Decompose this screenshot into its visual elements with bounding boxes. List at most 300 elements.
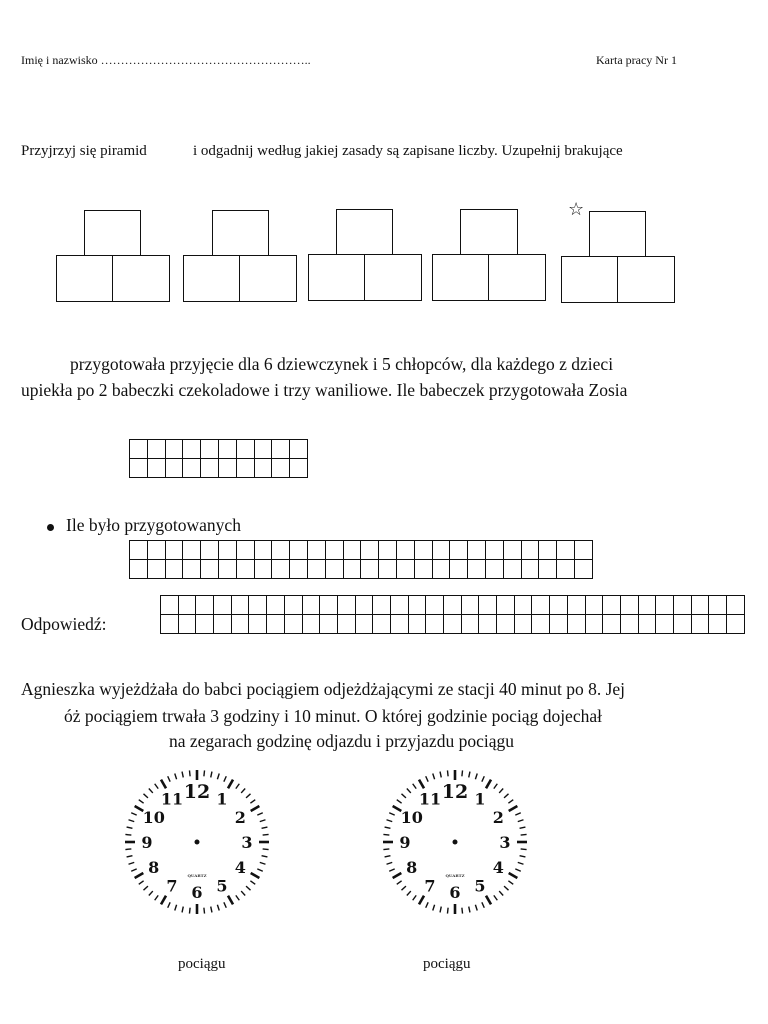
clock-minute-tick [407, 891, 411, 895]
clock-minute-tick [475, 905, 477, 911]
clock-minute-tick [440, 772, 441, 778]
clock-number: 4 [492, 858, 504, 877]
grid-cell[interactable] [130, 459, 148, 478]
grid-cell[interactable] [337, 615, 355, 634]
star-icon: ☆ [568, 199, 585, 220]
calc-grid-medium[interactable] [129, 540, 593, 579]
grid-cell[interactable] [503, 560, 521, 579]
grid-cell[interactable] [603, 615, 621, 634]
grid-cell[interactable] [320, 596, 338, 615]
grid-cell[interactable] [196, 596, 214, 615]
grid-cell[interactable] [165, 541, 183, 560]
clock-minute-tick [504, 886, 508, 890]
clock-minute-tick [155, 784, 159, 789]
clock-number: 7 [166, 876, 178, 896]
clock-minute-tick [155, 895, 159, 900]
clock-minute-tick [401, 886, 405, 890]
grid-cell[interactable] [673, 615, 691, 634]
grid-cell[interactable] [461, 596, 479, 615]
grid-cell[interactable] [503, 541, 521, 560]
clock-minute-tick [426, 776, 428, 781]
clock-minute-tick [263, 834, 269, 835]
clock-minute-tick [389, 869, 394, 871]
grid-cell[interactable] [254, 560, 272, 579]
clock-minute-tick [520, 827, 526, 828]
worksheet-number: Karta pracy Nr 1 [596, 53, 677, 67]
grid-cell[interactable] [567, 615, 585, 634]
grid-cell[interactable] [585, 596, 603, 615]
clock-minute-tick [246, 794, 250, 798]
calc-grid-small[interactable] [129, 439, 308, 478]
grid-cell[interactable] [574, 541, 592, 560]
grid-cell[interactable] [414, 560, 432, 579]
grid-cell[interactable] [272, 459, 290, 478]
clock-number: 8 [406, 858, 418, 877]
grid-cell[interactable] [290, 560, 308, 579]
clock-number: 9 [399, 833, 411, 852]
clock-number: 12 [441, 781, 469, 803]
clock-minute-tick [520, 856, 526, 857]
grid-cell[interactable] [284, 596, 302, 615]
grid-cell[interactable] [130, 440, 148, 459]
grid-cell[interactable] [373, 596, 391, 615]
grid-cell[interactable] [178, 596, 196, 615]
grid-cell[interactable] [432, 560, 450, 579]
grid-cell[interactable] [585, 615, 603, 634]
pyramid-2-top-cell[interactable] [212, 210, 269, 257]
clock-center-dot [453, 840, 458, 845]
task3-line2: óż pociągiem trwała 3 godziny i 10 minut. O której godzinie pociąg dojechał [64, 706, 602, 726]
clock-minute-tick [504, 794, 508, 798]
clock-minute-tick [499, 891, 503, 895]
clock-minute-tick [257, 813, 262, 815]
clock-minute-tick [211, 772, 212, 778]
clock-minute-tick [499, 788, 503, 792]
clock-number: 6 [191, 883, 203, 902]
clock-minute-tick [389, 813, 394, 815]
clock-number: 3 [241, 833, 253, 852]
clock-face-departure[interactable] [122, 766, 272, 918]
grid-cell[interactable] [408, 615, 426, 634]
grid-cell[interactable] [183, 541, 201, 560]
grid-cell[interactable] [567, 596, 585, 615]
clock-minute-tick [224, 902, 226, 907]
grid-cell[interactable] [147, 440, 165, 459]
grid-cell[interactable] [201, 541, 219, 560]
grid-cell[interactable] [343, 541, 361, 560]
grid-cell[interactable] [272, 541, 290, 560]
clock-minute-tick [413, 784, 417, 789]
grid-cell[interactable] [603, 596, 621, 615]
clock-hour-tick [393, 873, 402, 878]
clock-minute-tick [125, 849, 131, 850]
grid-cell[interactable] [514, 615, 532, 634]
clock-minute-tick [260, 820, 266, 822]
grid-cell[interactable] [218, 560, 236, 579]
grid-cell[interactable] [468, 560, 486, 579]
clock-minute-tick [521, 849, 527, 850]
grid-cell[interactable] [130, 560, 148, 579]
clock-minute-tick [204, 770, 205, 776]
grid-cell[interactable] [408, 596, 426, 615]
grid-cell[interactable] [479, 615, 497, 634]
grid-cell[interactable] [302, 596, 320, 615]
grid-cell[interactable] [337, 596, 355, 615]
grid-cell[interactable] [638, 615, 656, 634]
clock-hour-tick [251, 873, 260, 878]
grid-cell[interactable] [267, 596, 285, 615]
grid-cell[interactable] [236, 440, 254, 459]
grid-cell[interactable] [709, 615, 727, 634]
clock-minute-tick [168, 902, 170, 907]
clock-minute-tick [139, 881, 144, 885]
clock-minute-tick [139, 800, 144, 804]
answer-grid[interactable] [160, 595, 745, 634]
clock-minute-tick [250, 881, 255, 885]
clock-minute-tick [508, 800, 513, 804]
grid-cell[interactable] [214, 615, 232, 634]
grid-cell[interactable] [147, 459, 165, 478]
clock-number: 5 [474, 876, 486, 896]
clock-minute-tick [127, 827, 133, 828]
clock-number: 2 [234, 808, 246, 827]
clock-number: 5 [216, 876, 228, 896]
pyramid-4-top-cell[interactable] [460, 209, 518, 256]
bullet-dot [47, 524, 54, 531]
clock-minute-tick [168, 776, 170, 781]
grid-cell[interactable] [673, 596, 691, 615]
grid-cell[interactable] [201, 560, 219, 579]
clock-minute-tick [413, 895, 417, 900]
clock-number: 2 [492, 808, 504, 827]
grid-cell[interactable] [201, 440, 219, 459]
clock-number: 9 [141, 833, 153, 852]
clock-minute-tick [397, 800, 402, 804]
grid-cell[interactable] [165, 459, 183, 478]
clock-minute-tick [462, 908, 463, 914]
grid-cell[interactable] [461, 615, 479, 634]
clock-minute-tick [447, 908, 448, 914]
grid-cell[interactable] [290, 459, 308, 478]
grid-cell[interactable] [390, 596, 408, 615]
clock-minute-tick [149, 891, 153, 895]
grid-cell[interactable] [514, 596, 532, 615]
clock-minute-tick [262, 827, 268, 828]
grid-cell[interactable] [532, 615, 550, 634]
clock-minute-tick [433, 905, 435, 911]
clock-number: 12 [183, 781, 211, 803]
clock-center-dot [195, 840, 200, 845]
clock-number: 11 [418, 789, 442, 809]
clock-minute-tick [204, 908, 205, 914]
clock-left-caption: pociągu [178, 956, 226, 972]
grid-cell[interactable] [178, 615, 196, 634]
grid-cell[interactable] [709, 596, 727, 615]
clock-minute-tick [494, 784, 498, 789]
grid-cell[interactable] [290, 440, 308, 459]
grid-cell[interactable] [165, 560, 183, 579]
grid-cell[interactable] [236, 541, 254, 560]
grid-cell[interactable] [196, 615, 214, 634]
grid-cell[interactable] [532, 596, 550, 615]
clock-hour-tick [161, 896, 166, 905]
clock-minute-tick [515, 869, 520, 871]
grid-cell[interactable] [521, 560, 539, 579]
grid-cell[interactable] [620, 615, 638, 634]
grid-cell[interactable] [161, 596, 179, 615]
clock-minute-tick [383, 834, 389, 835]
grid-cell[interactable] [236, 560, 254, 579]
grid-cell[interactable] [497, 615, 515, 634]
clock-minute-tick [182, 772, 183, 778]
grid-cell[interactable] [284, 615, 302, 634]
clock-minute-tick [211, 907, 212, 913]
clock-minute-tick [397, 881, 402, 885]
grid-cell[interactable] [379, 560, 397, 579]
clock-number: 10 [400, 808, 423, 827]
grid-cell[interactable] [426, 596, 444, 615]
grid-cell[interactable] [450, 541, 468, 560]
grid-cell[interactable] [557, 560, 575, 579]
clock-minute-tick [433, 774, 435, 780]
grid-cell[interactable] [214, 596, 232, 615]
clock-number: 7 [424, 876, 436, 896]
task2-line2: upiekła po 2 babeczki czekoladowe i trzy waniliowe. Ile babeczek przygotowała Zosia [21, 380, 628, 400]
clock-minute-tick [224, 776, 226, 781]
clock-minute-tick [407, 788, 411, 792]
grid-cell[interactable] [620, 596, 638, 615]
clock-minute-tick [494, 895, 498, 900]
clock-minute-tick [508, 881, 513, 885]
clock-minute-tick [182, 907, 183, 913]
grid-cell[interactable] [307, 541, 325, 560]
clock-minute-tick [518, 820, 524, 822]
task1-text-a: Przyjrzyj się piramid [21, 143, 147, 159]
grid-cell[interactable] [290, 541, 308, 560]
clock-hour-tick [228, 896, 233, 905]
clock-minute-tick [426, 902, 428, 907]
grid-cell[interactable] [218, 541, 236, 560]
clock-face-arrival[interactable] [380, 766, 530, 918]
clock-hour-tick [486, 896, 491, 905]
grid-cell[interactable] [557, 541, 575, 560]
clock-number: 10 [142, 808, 165, 827]
clock-minute-tick [385, 856, 391, 857]
clock-brand-label: QUARTZ [187, 873, 207, 878]
grid-cell[interactable] [302, 615, 320, 634]
clock-minute-tick [125, 834, 131, 835]
clock-minute-tick [189, 770, 190, 776]
grid-cell[interactable] [272, 560, 290, 579]
grid-cell[interactable] [183, 459, 201, 478]
grid-cell[interactable] [574, 560, 592, 579]
clock-minute-tick [482, 902, 484, 907]
clock-hour-tick [161, 780, 166, 789]
clock-minute-tick [143, 794, 147, 798]
grid-cell[interactable] [468, 541, 486, 560]
grid-cell[interactable] [218, 459, 236, 478]
grid-cell[interactable] [727, 596, 745, 615]
clock-minute-tick [401, 794, 405, 798]
clock-brand-label: QUARTZ [445, 873, 465, 878]
grid-cell[interactable] [396, 560, 414, 579]
grid-cell[interactable] [414, 541, 432, 560]
grid-cell[interactable] [254, 541, 272, 560]
clock-minute-tick [440, 907, 441, 913]
grid-cell[interactable] [320, 615, 338, 634]
clock-minute-tick [175, 774, 177, 780]
grid-cell[interactable] [479, 596, 497, 615]
grid-cell[interactable] [444, 596, 462, 615]
task3-line1: Agnieszka wyjeżdżała do babci pociągiem odjeżdżającymi ze stacji 40 minut po 8. Jej [21, 679, 626, 699]
clock-minute-tick [189, 908, 190, 914]
grid-cell[interactable] [325, 541, 343, 560]
task2-line1: przygotowała przyjęcie dla 6 dziewczynek i 5 chłopców, dla każdego z dzieci [70, 354, 614, 374]
grid-cell[interactable] [130, 541, 148, 560]
grid-cell[interactable] [254, 440, 272, 459]
grid-cell[interactable] [691, 596, 709, 615]
clock-hour-tick [509, 806, 518, 811]
clock-minute-tick [263, 849, 269, 850]
grid-cell[interactable] [450, 560, 468, 579]
grid-cell[interactable] [396, 541, 414, 560]
grid-cell[interactable] [727, 615, 745, 634]
clock-minute-tick [469, 772, 470, 778]
grid-cell[interactable] [444, 615, 462, 634]
clock-number: 4 [234, 858, 246, 877]
task1-text-b: i odgadnij według jakiej zasady są zapisane liczby. Uzupełnij brakujące [193, 143, 623, 159]
grid-cell[interactable] [355, 596, 373, 615]
name-field-label: Imię i nazwisko …………………………………………….. [21, 53, 311, 67]
grid-cell[interactable] [254, 459, 272, 478]
grid-cell[interactable] [656, 596, 674, 615]
clock-minute-tick [482, 776, 484, 781]
grid-cell[interactable] [307, 560, 325, 579]
grid-cell[interactable] [249, 615, 267, 634]
clock-minute-tick [447, 770, 448, 776]
clock-number: 8 [148, 858, 160, 877]
grid-cell[interactable] [539, 541, 557, 560]
clock-minute-tick [387, 862, 393, 864]
grid-cell[interactable] [521, 541, 539, 560]
grid-cell[interactable] [361, 541, 379, 560]
grid-cell[interactable] [355, 615, 373, 634]
clock-minute-tick [262, 856, 268, 857]
grid-cell[interactable] [691, 615, 709, 634]
grid-cell[interactable] [361, 560, 379, 579]
clock-hour-tick [486, 780, 491, 789]
grid-cell[interactable] [272, 440, 290, 459]
grid-cell[interactable] [550, 615, 568, 634]
clock-hour-tick [509, 873, 518, 878]
clock-minute-tick [241, 788, 245, 792]
grid-cell[interactable] [426, 615, 444, 634]
clock-minute-tick [257, 869, 262, 871]
clock-minute-tick [469, 907, 470, 913]
pyramid-3-top-cell[interactable] [336, 209, 393, 256]
clock-minute-tick [236, 784, 240, 789]
answer-label: Odpowiedź: [21, 614, 107, 634]
grid-cell[interactable] [497, 596, 515, 615]
clock-minute-tick [385, 827, 391, 828]
clock-minute-tick [175, 905, 177, 911]
grid-cell[interactable] [231, 615, 249, 634]
grid-cell[interactable] [231, 596, 249, 615]
grid-cell[interactable] [201, 459, 219, 478]
grid-cell[interactable] [485, 541, 503, 560]
grid-cell[interactable] [343, 560, 361, 579]
clock-number: 3 [499, 833, 511, 852]
clock-minute-tick [217, 905, 219, 911]
clock-hour-tick [135, 873, 144, 878]
clock-minute-tick [521, 834, 527, 835]
clock-minute-tick [518, 862, 524, 864]
grid-cell[interactable] [147, 541, 165, 560]
clock-minute-tick [236, 895, 240, 900]
clock-minute-tick [129, 820, 135, 822]
pyramid-5-top-cell[interactable] [589, 211, 646, 258]
clock-minute-tick [515, 813, 520, 815]
grid-cell[interactable] [638, 596, 656, 615]
clock-right-caption: pociągu [423, 956, 471, 972]
grid-cell[interactable] [218, 440, 236, 459]
pyramid-1-top-cell[interactable] [84, 210, 141, 257]
clock-number: 11 [160, 789, 184, 809]
grid-cell[interactable] [325, 560, 343, 579]
clock-number: 1 [216, 789, 228, 809]
grid-cell[interactable] [183, 560, 201, 579]
clock-minute-tick [129, 862, 135, 864]
clock-minute-tick [383, 849, 389, 850]
task3-line3: na zegarach godzinę odjazdu i przyjazdu pociągu [169, 731, 514, 751]
clock-number: 6 [449, 883, 461, 902]
clock-hour-tick [228, 780, 233, 789]
grid-cell[interactable] [550, 596, 568, 615]
clock-hour-tick [419, 780, 424, 789]
grid-cell[interactable] [165, 440, 183, 459]
clock-minute-tick [143, 886, 147, 890]
grid-cell[interactable] [432, 541, 450, 560]
bullet-question: Ile było przygotowanych [66, 515, 241, 535]
grid-cell[interactable] [656, 615, 674, 634]
grid-cell[interactable] [147, 560, 165, 579]
clock-number: 1 [474, 789, 486, 809]
clock-minute-tick [127, 856, 133, 857]
grid-cell[interactable] [379, 541, 397, 560]
grid-cell[interactable] [373, 615, 391, 634]
grid-cell[interactable] [236, 459, 254, 478]
clock-minute-tick [241, 891, 245, 895]
clock-hour-tick [419, 896, 424, 905]
clock-minute-tick [260, 862, 266, 864]
clock-minute-tick [246, 886, 250, 890]
grid-cell[interactable] [249, 596, 267, 615]
grid-cell[interactable] [485, 560, 503, 579]
clock-minute-tick [462, 770, 463, 776]
clock-hour-tick [251, 806, 260, 811]
clock-minute-tick [475, 774, 477, 780]
grid-cell[interactable] [539, 560, 557, 579]
grid-cell[interactable] [267, 615, 285, 634]
grid-cell[interactable] [390, 615, 408, 634]
grid-cell[interactable] [161, 615, 179, 634]
clock-minute-tick [250, 800, 255, 804]
grid-cell[interactable] [183, 440, 201, 459]
clock-minute-tick [387, 820, 393, 822]
clock-minute-tick [217, 774, 219, 780]
clock-minute-tick [131, 813, 136, 815]
clock-minute-tick [131, 869, 136, 871]
